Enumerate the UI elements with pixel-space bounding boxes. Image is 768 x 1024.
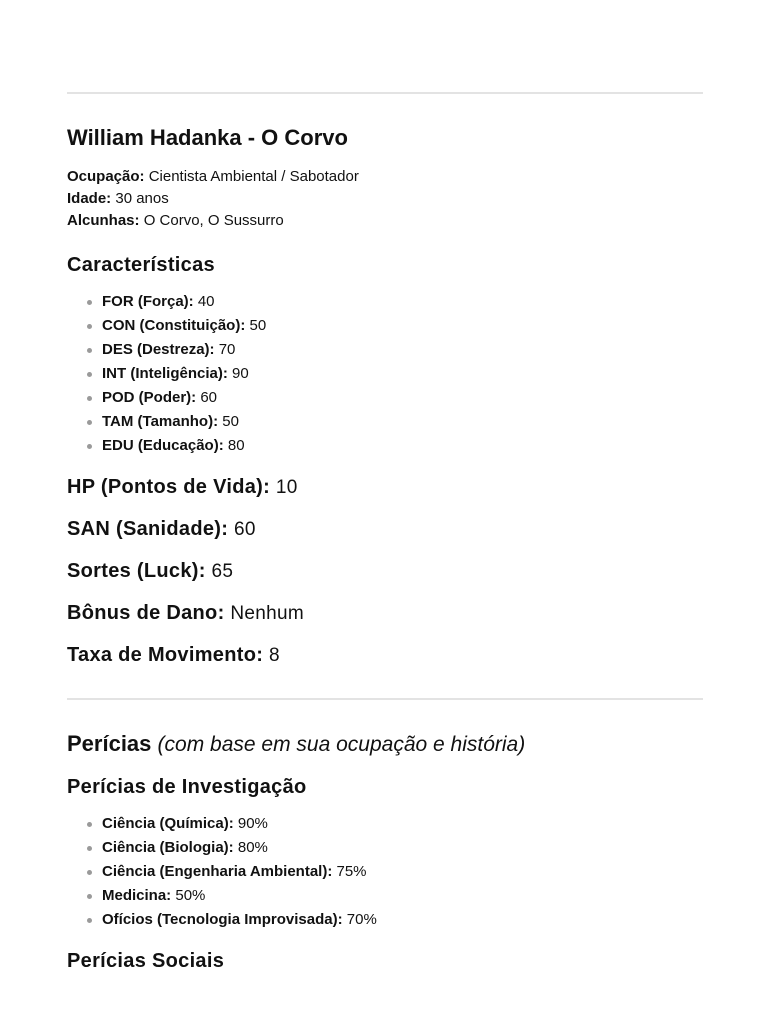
- attr-label: POD (Poder):: [102, 389, 197, 406]
- aliases-line: [67, 210, 703, 232]
- attr-label: DES (Destreza):: [102, 341, 215, 358]
- aliases-value: O Corvo, O Sussurro: [143, 212, 284, 229]
- hp-stat: [67, 474, 703, 501]
- attr-value: 80: [227, 437, 245, 454]
- attr-label: CON (Constituição):: [102, 317, 246, 334]
- skill-value: 75%: [336, 863, 367, 880]
- list-item: [67, 836, 703, 860]
- movement-rate-stat: [67, 642, 703, 669]
- list-item: [67, 362, 703, 386]
- attr-value: 70: [218, 341, 236, 358]
- age-line: [67, 188, 703, 210]
- list-item: [67, 290, 703, 314]
- list-item: [67, 410, 703, 434]
- damage-bonus-value: Nenhum: [230, 603, 305, 624]
- attr-value: 50: [222, 413, 239, 430]
- list-item: [67, 314, 703, 338]
- luck-label: Sortes (Luck):: [67, 560, 206, 582]
- skills-title: [67, 730, 703, 759]
- damage-bonus-label: Bônus de Dano:: [67, 602, 225, 624]
- list-item: [67, 884, 703, 908]
- damage-bonus-stat: [67, 600, 703, 627]
- character-name: William Hadanka - O Corvo: [67, 125, 348, 150]
- skills-subtitle: (com base em sua ocupação e história): [157, 733, 526, 756]
- list-item: [67, 908, 703, 932]
- hp-value: 10: [275, 477, 298, 498]
- occupation-line: [67, 166, 703, 188]
- character-sheet: [67, 0, 703, 974]
- luck-value: 65: [211, 561, 234, 582]
- skill-label: Ciência (Química):: [102, 815, 234, 832]
- list-item: [67, 860, 703, 884]
- investigation-skills-heading: Perícias de Investigação: [67, 776, 307, 798]
- occupation-value: Cientista Ambiental / Sabotador: [148, 168, 359, 185]
- social-skills-heading: Perícias Sociais: [67, 950, 225, 972]
- attr-value: 50: [249, 317, 267, 334]
- skill-label: Medicina:: [102, 887, 172, 904]
- list-item: [67, 338, 703, 362]
- section-divider: [67, 698, 703, 700]
- movement-rate-value: 8: [269, 645, 280, 666]
- list-item: [67, 386, 703, 410]
- attr-label: TAM (Tamanho):: [102, 413, 219, 430]
- san-label: SAN (Sanidade):: [67, 518, 229, 540]
- occupation-label: Ocupação:: [67, 168, 145, 185]
- top-divider: [67, 92, 703, 94]
- character-meta: [67, 166, 703, 232]
- skill-value: 80%: [237, 839, 268, 856]
- hp-label: HP (Pontos de Vida):: [67, 476, 271, 498]
- characteristics-list: [67, 290, 703, 458]
- attr-value: 40: [197, 293, 215, 310]
- skill-value: 50%: [175, 887, 206, 904]
- age-label: Idade:: [67, 190, 112, 207]
- skill-value: 90%: [237, 815, 268, 832]
- movement-rate-label: Taxa de Movimento:: [67, 644, 264, 666]
- skill-value: 70%: [346, 911, 377, 928]
- attr-label: EDU (Educação):: [102, 437, 224, 454]
- list-item: [67, 812, 703, 836]
- skill-label: Ofícios (Tecnologia Improvisada):: [102, 911, 343, 928]
- attr-label: INT (Inteligência):: [102, 365, 228, 382]
- aliases-label: Alcunhas:: [67, 212, 140, 229]
- attr-value: 90: [232, 365, 249, 382]
- characteristics-heading: Características: [67, 254, 215, 276]
- skill-label: Ciência (Engenharia Ambiental):: [102, 863, 333, 880]
- skill-label: Ciência (Biologia):: [102, 839, 234, 856]
- investigation-skills-list: [67, 812, 703, 932]
- attr-label: FOR (Força):: [102, 293, 194, 310]
- san-value: 60: [234, 519, 256, 540]
- attr-value: 60: [200, 389, 218, 406]
- list-item: [67, 434, 703, 458]
- san-stat: [67, 516, 703, 543]
- luck-stat: [67, 558, 703, 585]
- skills-title-text: Perícias: [67, 731, 152, 756]
- age-value: 30 anos: [115, 190, 169, 207]
